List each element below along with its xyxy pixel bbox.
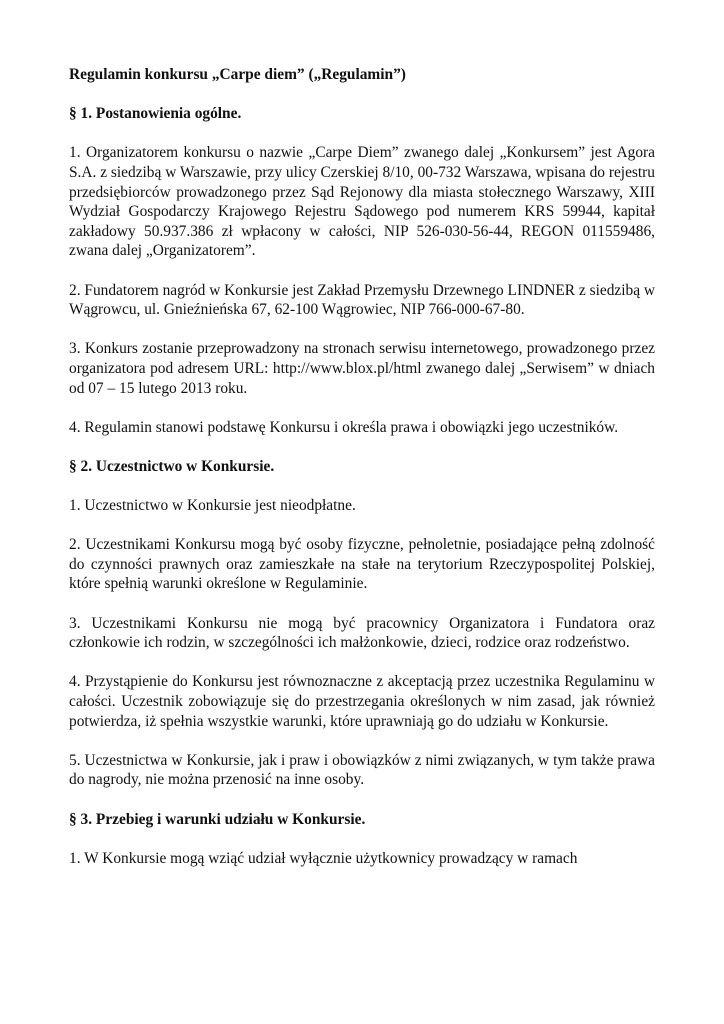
section-2-paragraph-5: 5. Uczestnictwa w Konkursie, jak i praw i obowiązków z nimi związanych, w tym także prawa do nagrody, nie można przenosić na inne osoby. [69,751,655,789]
spacer [69,790,655,810]
section-2-paragraph-2: 2. Uczestnikami Konkursu mogą być osoby fizyczne, pełnoletnie, posiadające pełną zdolność do czynności prawnych oraz zamieszkałe na stałe na terytorium Rzeczypospolitej Polskiej, które spełnią warunki określone w Regulaminie. [69,536,655,593]
section-2-paragraph-3: 3. Uczestnikami Konkursu nie mogą być pracownicy Organizatora i Fundatora oraz członkowie ich rodzin, w szczególności ich małżonkowie, dzieci, rodzice oraz rodzeństwo. [69,614,655,652]
spacer [69,653,655,673]
section-3-paragraph-1: 1. W Konkursie mogą wziąć udział wyłącznie użytkownicy prowadzący w ramach [69,849,578,867]
spacer [69,85,655,105]
section-2-heading: § 2. Uczestnictwo w Konkursie. [69,457,275,475]
section-2-paragraph-4: 4. Przystąpienie do Konkursu jest równoznaczne z akceptacją przez uczestnika Regulaminu w całości. Uczestnik zobowiązuje się do przestrzegania określonych w nim zasad, jak również potwierdza, iż spełnia wszystkie warunki, które uprawniają go do udziału w Konkursie. [69,673,655,730]
spacer [69,594,655,614]
section-1-heading: § 1. Postanowienia ogólne. [69,105,242,123]
section-1-paragraph-1: 1. Organizatorem konkursu o nazwie „Carpe Diem” zwanego dalej „Konkursem” jest Agora S.A. z siedzibą w Warszawie, przy ulicy Czerskiej 8/10, 00-732 Warszawa, wpisana do rejestru przedsiębiorców prowadzonego przez Sąd Rejonowy dla miasta stołecznego Warszawy, XIII Wydział Gospodarczy Krajowego Rejestru Sądowego pod numerem KRS 59944, kapitał zakładowy 50.937.386 zł wpłacony w całości, NIP 526-030-56-44, REGON 011559486, zwana dalej „Organizatorem”. [69,144,655,260]
spacer [69,320,655,340]
document-title: Regulamin konkursu „Carpe diem” („Regulamin”) [69,66,406,83]
spacer [69,731,655,751]
section-1-paragraph-2: 2. Fundatorem nagród w Konkursie jest Zakład Przemysłu Drzewnego LINDNER z siedzibą w Wągrowcu, ul. Gnieźnieńska 67, 62-100 Wągrowiec, NIP 766-000-67-80. [69,281,655,319]
section-2-paragraph-1: 1. Uczestnictwo w Konkursie jest nieodpłatne. [69,497,356,515]
spacer [69,829,655,849]
spacer [69,437,655,457]
spacer [69,261,655,281]
spacer [69,398,655,418]
spacer [69,124,655,144]
spacer [69,476,655,496]
section-1-paragraph-3: 3. Konkurs zostanie przeprowadzony na stronach serwisu internetowego, prowadzonego przez organizatora pod adresem URL: http://www.blox.pl/html zwanego dalej „Serwisem” w dniach od 07 – 15 lutego 2013 roku. [69,340,655,397]
spacer [69,516,655,536]
section-3-heading: § 3. Przebieg i warunki udziału w Konkursie. [69,810,366,828]
section-1-paragraph-4: 4. Regulamin stanowi podstawę Konkursu i określa prawa i obowiązki jego uczestników. [69,418,619,436]
document-page [69,56,655,868]
